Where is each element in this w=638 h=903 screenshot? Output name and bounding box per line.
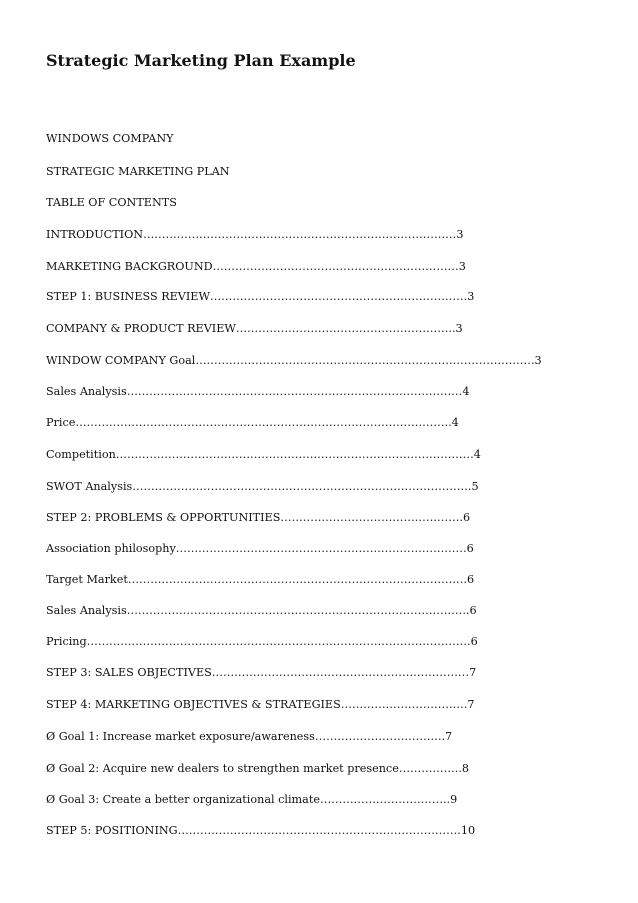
toc-entry: INTRODUCTION…………………………………………………………………………3 xyxy=(46,228,464,241)
toc-entry: STEP 5: POSITIONING………………………………………………………………….10 xyxy=(46,824,476,837)
toc-entry: STEP 1: BUSINESS REVIEW……………………………………………………………3 xyxy=(46,290,475,303)
toc-entry: Competition……………………………………………………………………………………4 xyxy=(46,448,481,461)
toc-entry: Target Market……………………………………………………………………………….6 xyxy=(46,573,475,586)
toc-entry: Ø Goal 2: Acquire new dealers to strengthen market presence……………..8 xyxy=(46,762,469,775)
toc-entry: Sales Analysis………………………………………………………………………………4 xyxy=(46,385,470,398)
toc-entry: STEP 4: MARKETING OBJECTIVES & STRATEGIES…………………………….7 xyxy=(46,698,475,711)
company-name-line: WINDOWS COMPANY xyxy=(46,132,174,145)
toc-heading: TABLE OF CONTENTS xyxy=(46,196,177,209)
toc-entry: MARKETING BACKGROUND…………………………………………………………3 xyxy=(46,260,466,273)
toc-entry: STEP 3: SALES OBJECTIVES……………………………………………………………7 xyxy=(46,666,477,679)
page-title: Strategic Marketing Plan Example xyxy=(46,51,356,70)
toc-entry: COMPANY & PRODUCT REVIEW…………………………………………………..3 xyxy=(46,322,463,335)
toc-entry: Ø Goal 1: Increase market exposure/awareness……………………………..7 xyxy=(46,730,453,743)
toc-entry: Sales Analysis………………………………………………………………………………..6 xyxy=(46,604,477,617)
plan-name-line: STRATEGIC MARKETING PLAN xyxy=(46,165,230,178)
toc-entry: Pricing………………………………………………………………………………………….6 xyxy=(46,635,478,648)
toc-entry: WINDOW COMPANY Goal……………………………………………………………………………….3 xyxy=(46,354,542,367)
toc-entry: Association philosophy……………………………………………………………………6 xyxy=(46,542,474,555)
toc-entry: SWOT Analysis……………………………………………………………………………….5 xyxy=(46,480,479,493)
toc-entry: STEP 2: PROBLEMS & OPPORTUNITIES………………………………………….6 xyxy=(46,511,471,524)
toc-entry: Price………………………………………………………………………………………..4 xyxy=(46,416,459,429)
toc-entry: Ø Goal 3: Create a better organizational climate……………………………..9 xyxy=(46,793,458,806)
